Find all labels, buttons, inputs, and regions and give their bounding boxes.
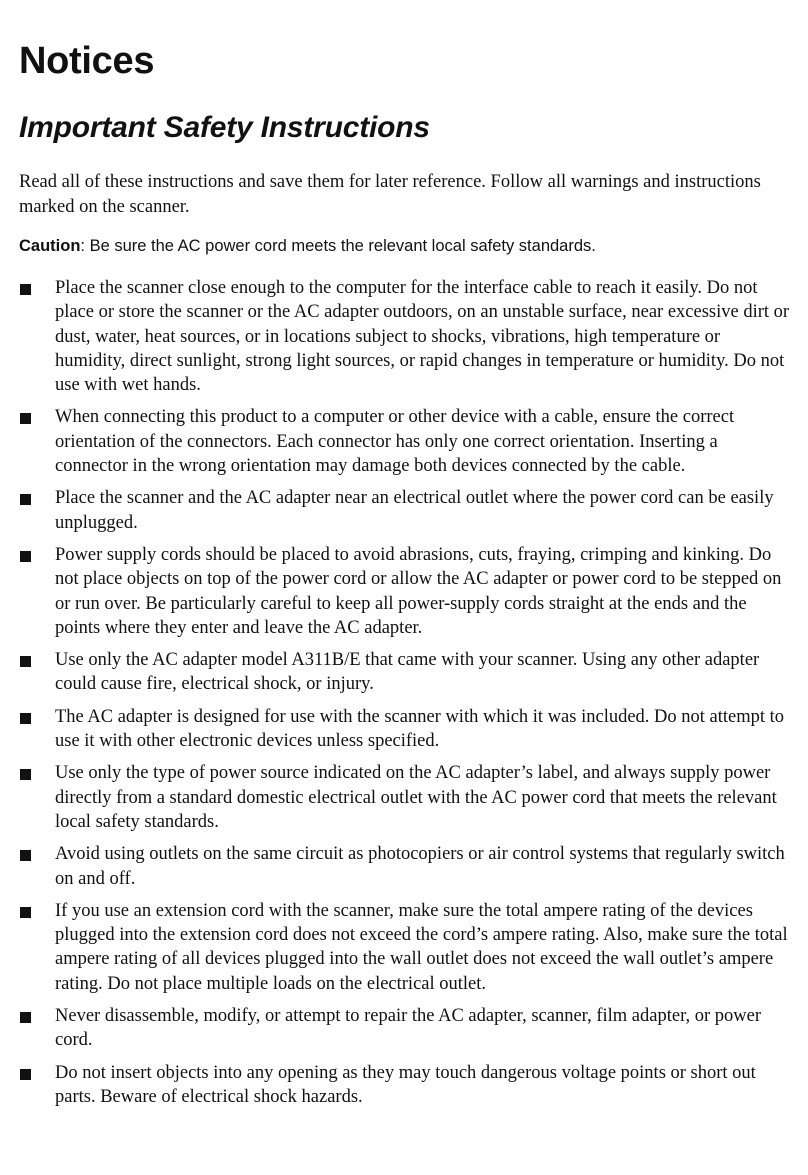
list-item (19, 705, 791, 754)
section-heading: Important Safety Instructions (19, 111, 430, 144)
caution-note (19, 234, 791, 258)
list-item (19, 899, 791, 996)
square-bullet-icon (20, 769, 31, 780)
list-item-text: Use only the AC adapter model A311B/E that came with your scanner. Using any other adapter could cause fire, electrical shock, or injury. (55, 650, 760, 695)
list-item (19, 486, 791, 535)
list-item-text: Avoid using outlets on the same circuit as photocopiers or air control systems that regularly switch on and off. (55, 844, 785, 889)
list-item-text: Place the scanner close enough to the computer for the interface cable to reach it easily. Do not place or store the scanner or the AC adapter outdoors, on an unstable surface, near excessive dirt or dust, water, heat sources, or in locations subject to shocks, vibrations, high temperature or humidity, direct sunlight, strong light sources, or rapid changes in temperature or humidity. Do not use with wet hands. (55, 278, 790, 396)
list-item (19, 405, 791, 478)
square-bullet-icon (20, 656, 31, 667)
list-item-text: Use only the type of power source indicated on the AC adapter’s label, and always supply power directly from a standard domestic electrical outlet with the AC power cord that meets the relevant local safety standards. (55, 763, 777, 832)
list-item-text: The AC adapter is designed for use with the scanner with which it was included. Do not attempt to use it with other electronic devices unless specified. (55, 706, 785, 752)
square-bullet-icon (20, 850, 31, 861)
list-item-text: When connecting this product to a computer or other device with a cable, ensure the correct orientation of the connectors. Each connector has only one correct orientation. Inserting a connector in the wrong orientation may damage both devices connected by the cable. (55, 407, 735, 477)
list-item (19, 543, 791, 640)
list-item-text: If you use an extension cord with the scanner, make sure the total ampere rating of the devices plugged into the extension cord does not exceed the cord’s ampere rating. Also, make sure the total ampere rating of all devices plugged into the wall outlet does not exceed the wall outlet’s ampere rating. Do not place multiple loads on the electrical outlet. (55, 900, 788, 994)
square-bullet-icon (20, 494, 31, 505)
list-item-text: Place the scanner and the AC adapter near an electrical outlet where the power cord can be easily unplugged. (55, 488, 774, 533)
square-bullet-icon (20, 551, 31, 562)
list-item (19, 648, 791, 697)
list-item (19, 1004, 791, 1053)
square-bullet-icon (20, 284, 31, 295)
list-item-text: Never disassemble, modify, or attempt to repair the AC adapter, scanner, film adapter, or power cord. (55, 1006, 762, 1051)
list-item-text: Do not insert objects into any opening as they may touch dangerous voltage points or short out parts. Beware of electrical shock hazards. (55, 1062, 756, 1107)
list-item-text: Power supply cords should be placed to avoid abrasions, cuts, fraying, crimping and kinking. Do not place objects on top of the power cord or allow the AC adapter or power cord to be stepped on or run over. Be particularly careful to keep all power-supply cords straight at the ends and the points where they enter and leave the AC adapter. (55, 544, 782, 638)
square-bullet-icon (20, 1012, 31, 1023)
list-item (19, 1061, 791, 1110)
square-bullet-icon (20, 907, 31, 918)
square-bullet-icon (20, 413, 31, 424)
caution-text: : Be sure the AC power cord meets the relevant local safety standards. (80, 237, 596, 255)
page-title: Notices (19, 40, 155, 82)
caution-label: Caution (19, 237, 81, 255)
list-item (19, 761, 791, 834)
intro-paragraph: Read all of these instructions and save them for later reference. Follow all warnings and instructions marked on the scanner. (19, 172, 761, 217)
square-bullet-icon (20, 713, 31, 724)
list-item (19, 842, 791, 891)
list-item (19, 276, 791, 397)
square-bullet-icon (20, 1069, 31, 1080)
safety-instructions-list (19, 276, 791, 1117)
